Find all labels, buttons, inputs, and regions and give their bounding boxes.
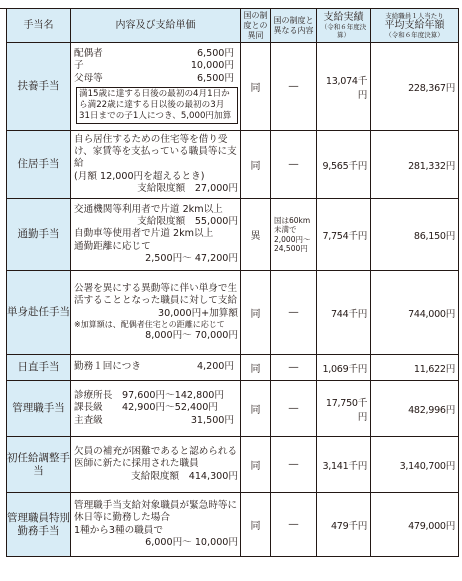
row-line: 1種から3種の職員で	[74, 524, 163, 536]
row-avg: 482,996円	[371, 381, 459, 437]
row-diff: ―	[271, 493, 317, 557]
table-row	[7, 355, 459, 381]
row-diff: ―	[271, 355, 317, 381]
row-avg: 3,140,700円	[371, 437, 459, 493]
row-content	[71, 271, 241, 355]
row-same: 同	[241, 43, 271, 131]
item-pair: 主査級 31,500円	[74, 414, 234, 426]
row-text: 管理職手当支給対象職員が緊急時等に休日等に勤務した場合	[74, 500, 238, 524]
row-name: 管理職手当	[7, 381, 71, 437]
row-range: 2,500円～ 47,200円	[145, 252, 238, 264]
row-avg: 86,150円	[371, 199, 459, 271]
row-amount: 9,565千円	[317, 131, 371, 199]
table-row	[7, 493, 459, 557]
row-name: 単身赴任手当	[7, 271, 71, 355]
item-pair: 父母等 6,500円	[74, 72, 234, 84]
row-same: 同	[241, 131, 271, 199]
row-amount: 1,069千円	[317, 355, 371, 381]
allowance-table	[6, 8, 459, 557]
row-line: 自動車等使用者で片道 2km以上	[74, 228, 214, 240]
header-amount-sub: （令和６年度決算）	[320, 23, 367, 39]
header-diff: 国の制度と異なる内容	[271, 9, 317, 43]
header-same: 国の制度との異同	[241, 9, 271, 43]
row-extra: (月額 12,000円を超えるとき)	[74, 170, 205, 182]
row-avg: 228,367円	[371, 43, 459, 131]
row-text: 自ら居住するための住宅等を借り受け、家賃等を支払っている職員等に支給	[74, 133, 237, 170]
row-avg: 11,622円	[371, 355, 459, 381]
row-avg: 744,000円	[371, 271, 459, 355]
row-content	[71, 381, 241, 437]
table-row	[7, 437, 459, 493]
table-row	[7, 43, 459, 131]
row-note: ※加算額は、配偶者住宅との距離に応じて	[74, 319, 225, 329]
row-same: 同	[241, 381, 271, 437]
item-line: 課長級 42,900円～52,400円	[74, 402, 218, 414]
row-amount-line: 30,000円+加算額	[158, 307, 238, 319]
header-row	[7, 9, 459, 43]
row-content	[71, 131, 241, 199]
row-same: 同	[241, 355, 271, 381]
header-avg-label: 平均支給年額	[384, 20, 445, 31]
row-same: 異	[241, 199, 271, 271]
item-pair: 勤務１回につき 4,200円	[74, 361, 234, 373]
row-name: 住居手当	[7, 131, 71, 199]
row-name: 管理職員特別勤務手当	[7, 493, 71, 557]
row-name: 日直手当	[7, 355, 71, 381]
row-diff	[271, 199, 317, 271]
table-row	[7, 199, 459, 271]
row-diff: ―	[271, 131, 317, 199]
row-range: 6,000円～ 10,000円	[145, 536, 238, 548]
row-amount: 479千円	[317, 493, 371, 557]
header-content: 内容及び支給単価	[71, 9, 241, 43]
header-avg-sub: （令和６年度決算）	[385, 31, 444, 39]
row-amount: 17,750千円	[317, 381, 371, 437]
row-same: 同	[241, 493, 271, 557]
row-content	[71, 43, 241, 131]
row-diff: ―	[271, 381, 317, 437]
item-pair: 子 10,000円	[74, 60, 234, 72]
header-amount-label: 支給実績	[323, 12, 364, 23]
row-same: 同	[241, 271, 271, 355]
row-avg: 281,332円	[371, 131, 459, 199]
row-avg: 479,000円	[371, 493, 459, 557]
header-avg	[371, 9, 459, 43]
table-row	[7, 131, 459, 199]
table-row	[7, 271, 459, 355]
row-same: 同	[241, 437, 271, 493]
row-limit: 支給限度額 27,000円	[137, 182, 238, 194]
row-text: 公署を異にする異動等に伴い単身で生活することとなった職員に対して支給	[74, 283, 238, 307]
row-diff: ―	[271, 271, 317, 355]
row-amount: 3,141千円	[317, 437, 371, 493]
row-content	[71, 199, 241, 271]
header-name: 手当名	[7, 9, 71, 43]
row-content	[71, 355, 241, 381]
row-limit: 支給限度額 414,300円	[131, 470, 238, 482]
diff-note: 国は60km未満で2,000円～24,500円	[274, 215, 311, 253]
row-name: 通勤手当	[7, 199, 71, 271]
row-text: 欠員の補充が困難であると認められる医師に新たに採用された職員	[74, 446, 238, 470]
row-amount: 13,074千円	[317, 43, 371, 131]
row-name: 初任給調整手当	[7, 437, 71, 493]
row-line: 交通機関等利用者で片道 2km以上	[74, 203, 223, 215]
row-diff: ―	[271, 437, 317, 493]
item-line: 診療所長 97,600円～142,800円	[74, 390, 224, 402]
row-limit: 支給限度額 55,000円	[137, 216, 238, 228]
row-name: 扶養手当	[7, 43, 71, 131]
row-content	[71, 437, 241, 493]
row-range: 8,000円～ 70,000円	[145, 329, 238, 341]
row-diff: ―	[271, 43, 317, 131]
header-avg-top: 支給職員１人当たり	[385, 12, 444, 20]
table-row	[7, 381, 459, 437]
row-content	[71, 493, 241, 557]
row-amount: 744千円	[317, 271, 371, 355]
row-line: 通勤距離に応じて	[74, 240, 151, 252]
item-pair: 配偶者 6,500円	[74, 48, 234, 60]
row-amount: 7,754千円	[317, 199, 371, 271]
note-box: 満15歳に達する日後の最初の4月1日から満22歳に達する日以後の最初の3月31日までの子1人につき、5,000円加算	[76, 87, 238, 124]
header-amount	[317, 9, 371, 43]
